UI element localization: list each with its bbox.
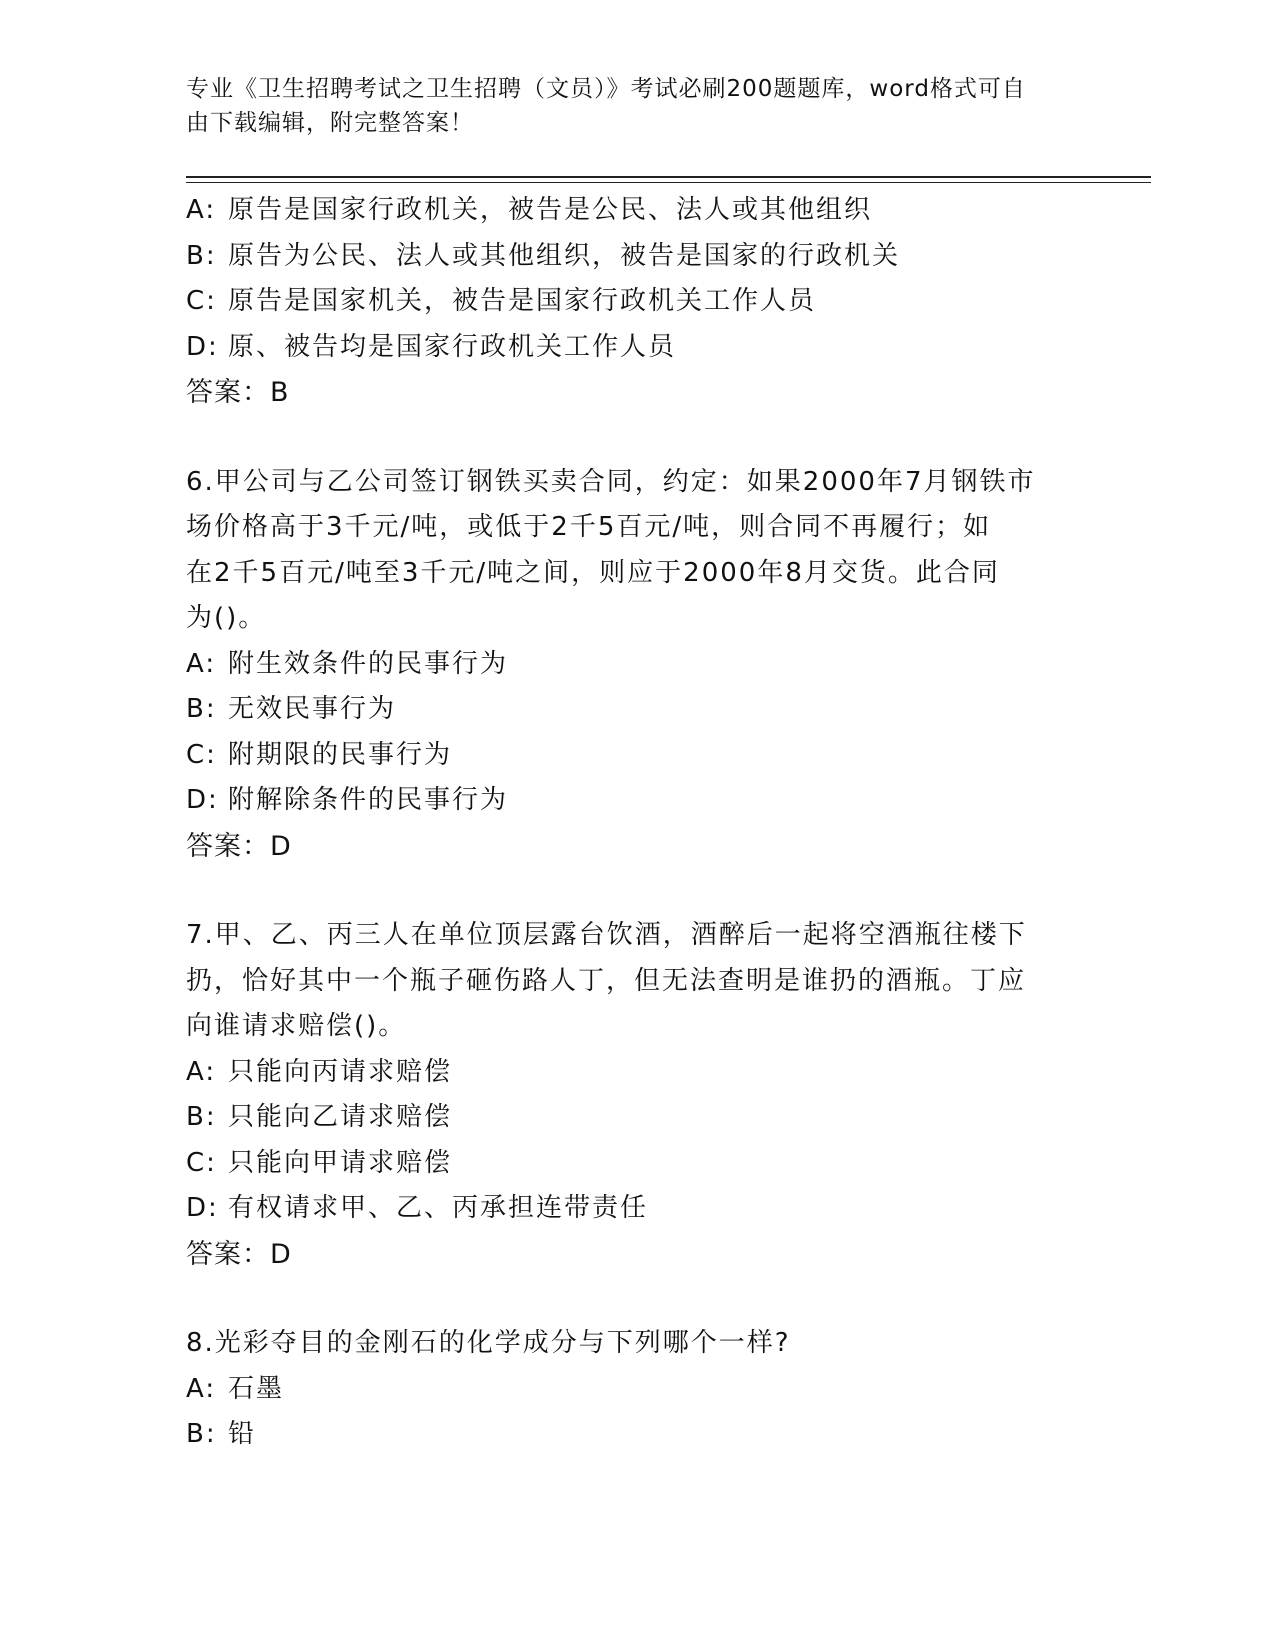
option-text: 原告是国家行政机关，被告是公民、法人或其他组织 <box>228 195 873 225</box>
header-rule-thick <box>186 176 1151 178</box>
option-text: 无效民事行为 <box>228 694 397 724</box>
option-a <box>186 1367 1066 1413</box>
option-c <box>186 1141 1066 1187</box>
option-b <box>186 234 1066 280</box>
option-letter: B: <box>186 694 217 724</box>
option-b <box>186 687 1066 733</box>
option-c <box>186 733 1066 779</box>
option-letter: D: <box>186 331 219 362</box>
option-text: 原告为公民、法人或其他组织，被告是国家的行政机关 <box>228 240 901 271</box>
option-text: 石墨 <box>228 1373 285 1404</box>
spacer <box>186 416 1066 460</box>
option-a <box>186 1050 1066 1096</box>
option-text: 只能向丙请求赔偿 <box>228 1056 453 1087</box>
option-text: 铅 <box>228 1419 257 1449</box>
option-text: 只能向甲请求赔偿 <box>228 1147 453 1178</box>
option-text: 只能向乙请求赔偿 <box>228 1102 453 1132</box>
option-b <box>186 1412 1066 1458</box>
question-stem-line: 在2千5百元/吨至3千元/吨之间，则应于2000年8月交货。此合同 <box>186 557 1000 588</box>
question-8 <box>186 1321 1066 1458</box>
option-letter: B: <box>186 240 217 271</box>
option-letter: B: <box>186 1102 217 1132</box>
option-d <box>186 325 1066 371</box>
header-line-2: 由下载编辑，附完整答案！ <box>186 110 474 136</box>
question-6 <box>186 460 1066 870</box>
answer-line: 答案：D <box>186 830 292 862</box>
option-letter: D: <box>186 1193 219 1223</box>
option-b <box>186 1095 1066 1141</box>
option-letter: A: <box>186 1373 217 1404</box>
document-header <box>186 72 1066 140</box>
question-stem-line: 向谁请求赔偿()。 <box>186 1011 407 1041</box>
question-list <box>186 188 1066 1458</box>
question-stem-line: 8.光彩夺目的金刚石的化学成分与下列哪个一样? <box>186 1328 791 1358</box>
header-line-1: 专业《卫生招聘考试之卫生招聘（文员）》考试必刷200题题库，word格式可自 <box>186 76 1026 102</box>
option-letter: C: <box>186 1147 217 1178</box>
option-letter: A: <box>186 648 217 679</box>
option-a <box>186 188 1066 234</box>
question-5 <box>186 188 1066 416</box>
question-stem-line: 为()。 <box>186 603 267 633</box>
option-letter: C: <box>186 739 217 770</box>
question-stem-line: 6.甲公司与乙公司签订钢铁买卖合同，约定：如果2000年7月钢铁市 <box>186 466 1036 497</box>
option-letter: D: <box>186 785 219 815</box>
option-letter: B: <box>186 1419 217 1449</box>
option-text: 附解除条件的民事行为 <box>228 785 509 815</box>
answer-line: 答案：D <box>186 1238 292 1270</box>
question-stem-line: 扔，恰好其中一个瓶子砸伤路人丁，但无法查明是谁扔的酒瓶。丁应 <box>186 965 1027 996</box>
option-d <box>186 1186 1066 1232</box>
option-d <box>186 778 1066 824</box>
option-letter: C: <box>186 286 217 316</box>
option-text: 附期限的民事行为 <box>228 739 453 770</box>
answer-line: 答案：B <box>186 377 290 408</box>
option-letter: A: <box>186 195 217 225</box>
spacer <box>186 869 1066 913</box>
option-text: 原、被告均是国家行政机关工作人员 <box>228 331 677 362</box>
option-text: 原告是国家机关，被告是国家行政机关工作人员 <box>228 286 817 316</box>
header-rule-thin <box>186 182 1151 183</box>
option-text: 附生效条件的民事行为 <box>228 648 509 679</box>
option-text: 有权请求甲、乙、丙承担连带责任 <box>228 1193 649 1223</box>
question-stem-line: 7.甲、乙、丙三人在单位顶层露台饮酒，酒醉后一起将空酒瓶往楼下 <box>186 920 1027 950</box>
option-a <box>186 642 1066 688</box>
spacer <box>186 1277 1066 1321</box>
option-c <box>186 279 1066 325</box>
option-letter: A: <box>186 1056 217 1087</box>
question-7 <box>186 913 1066 1277</box>
question-stem-line: 场价格高于3千元/吨，或低于2千5百元/吨，则合同不再履行；如 <box>186 512 992 542</box>
